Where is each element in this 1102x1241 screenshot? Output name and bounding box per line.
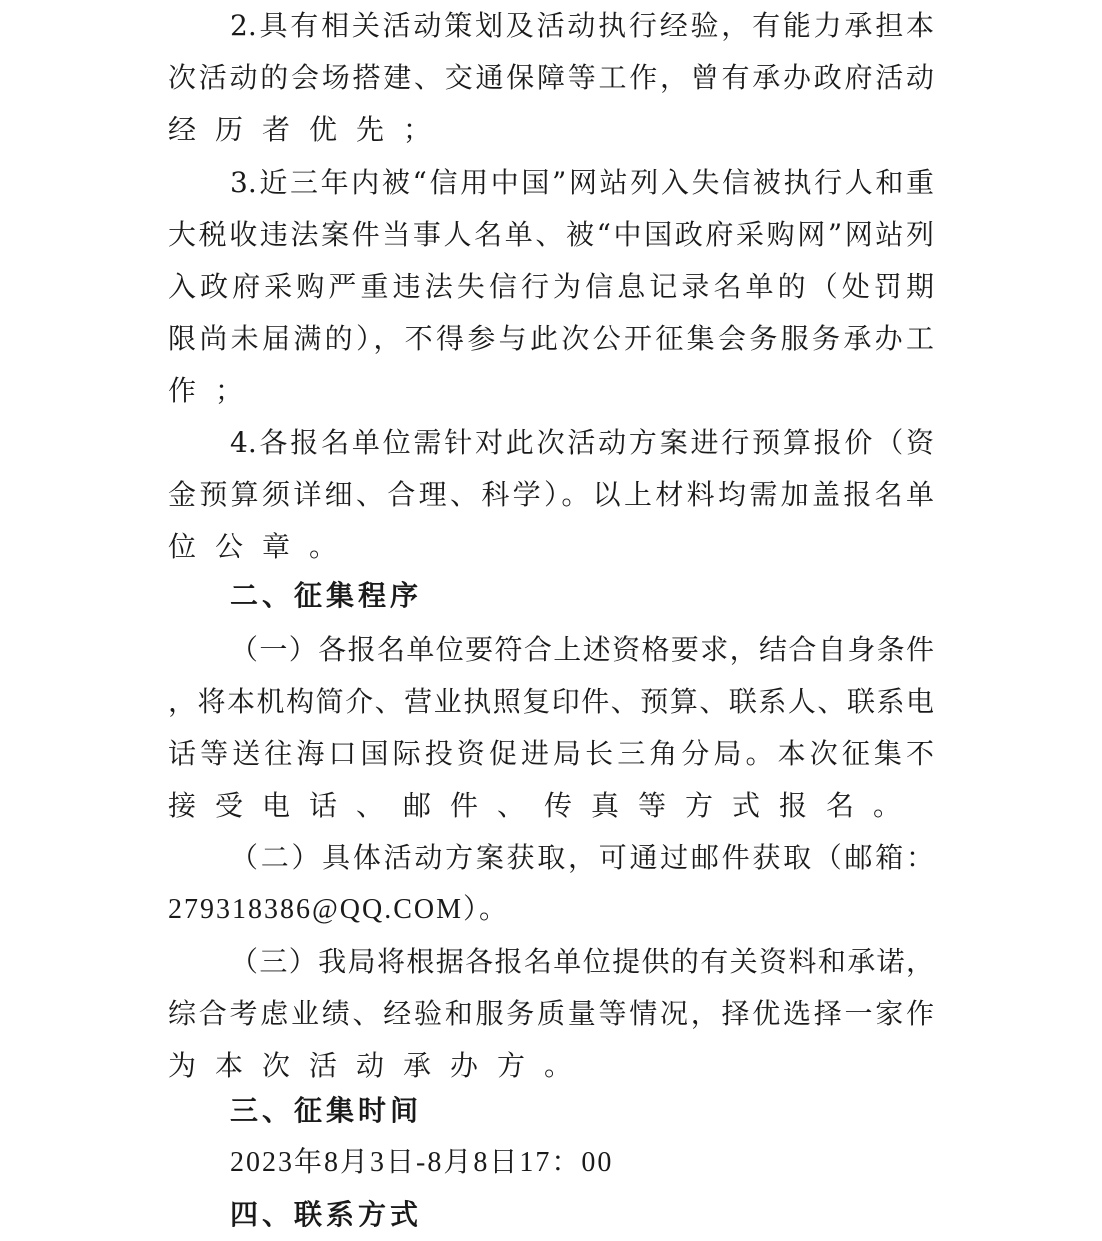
procedure-1-line-1: （一）各报名单位要符合上述资格要求，结合自身条件 (230, 633, 934, 666)
item-2-line-3: 经历者优先； (168, 113, 451, 146)
procedure-1-line-2: ，将本机构简介、营业执照复印件、预算、联系人、联系电 (168, 685, 934, 718)
procedure-1-line-3: 话等送往海口国际投资促进局长三角分局。本次征集不 (168, 737, 934, 770)
procedure-3-line-3: 为本次活动承办方。 (168, 1049, 592, 1082)
section-heading-procedure: 二、征集程序 (230, 579, 423, 612)
item-3-line-5: 作； (168, 374, 263, 407)
procedure-3-line-2: 综合考虑业绩、经验和服务质量等情况，择优选择一家作 (168, 997, 934, 1030)
item-3-line-3: 入政府采购严重违法失信行为信息记录名单的（处罚期 (168, 270, 934, 303)
item-3-line-1: 3.近三年内被“信用中国”网站列入失信被执行人和重 (230, 166, 934, 199)
item-3-line-4: 限尚未届满的），不得参与此次公开征集会务服务承办工 (168, 322, 934, 355)
email-address-line: 279318386@QQ.COM）。 (168, 894, 510, 925)
procedure-2-line-1: （二）具体活动方案获取，可通过邮件获取（邮箱： (230, 841, 934, 874)
collection-time-text: 2023年8月3日-8月8日17：00 (230, 1147, 614, 1178)
item-4-line-2: 金预算须详细、合理、科学）。以上材料均需加盖报名单 (168, 478, 934, 511)
section-heading-contact: 四、联系方式 (230, 1198, 423, 1231)
item-2-line-1: 2.具有相关活动策划及活动执行经验，有能力承担本 (230, 9, 934, 42)
item-3-line-2: 大税收违法案件当事人名单、被“中国政府采购网”网站列 (168, 218, 934, 251)
section-heading-collection-time: 三、征集时间 (230, 1094, 423, 1127)
procedure-1-line-4: 接受电话、邮件、传真等方式报名。 (168, 789, 921, 822)
procedure-3-line-1: （三）我局将根据各报名单位提供的有关资料和承诺， (230, 945, 934, 978)
item-2-line-2: 次活动的会场搭建、交通保障等工作，曾有承办政府活动 (168, 61, 934, 94)
item-4-line-3: 位公章。 (168, 530, 357, 563)
item-4-line-1: 4.各报名单位需针对此次活动方案进行预算报价（资 (230, 426, 934, 459)
